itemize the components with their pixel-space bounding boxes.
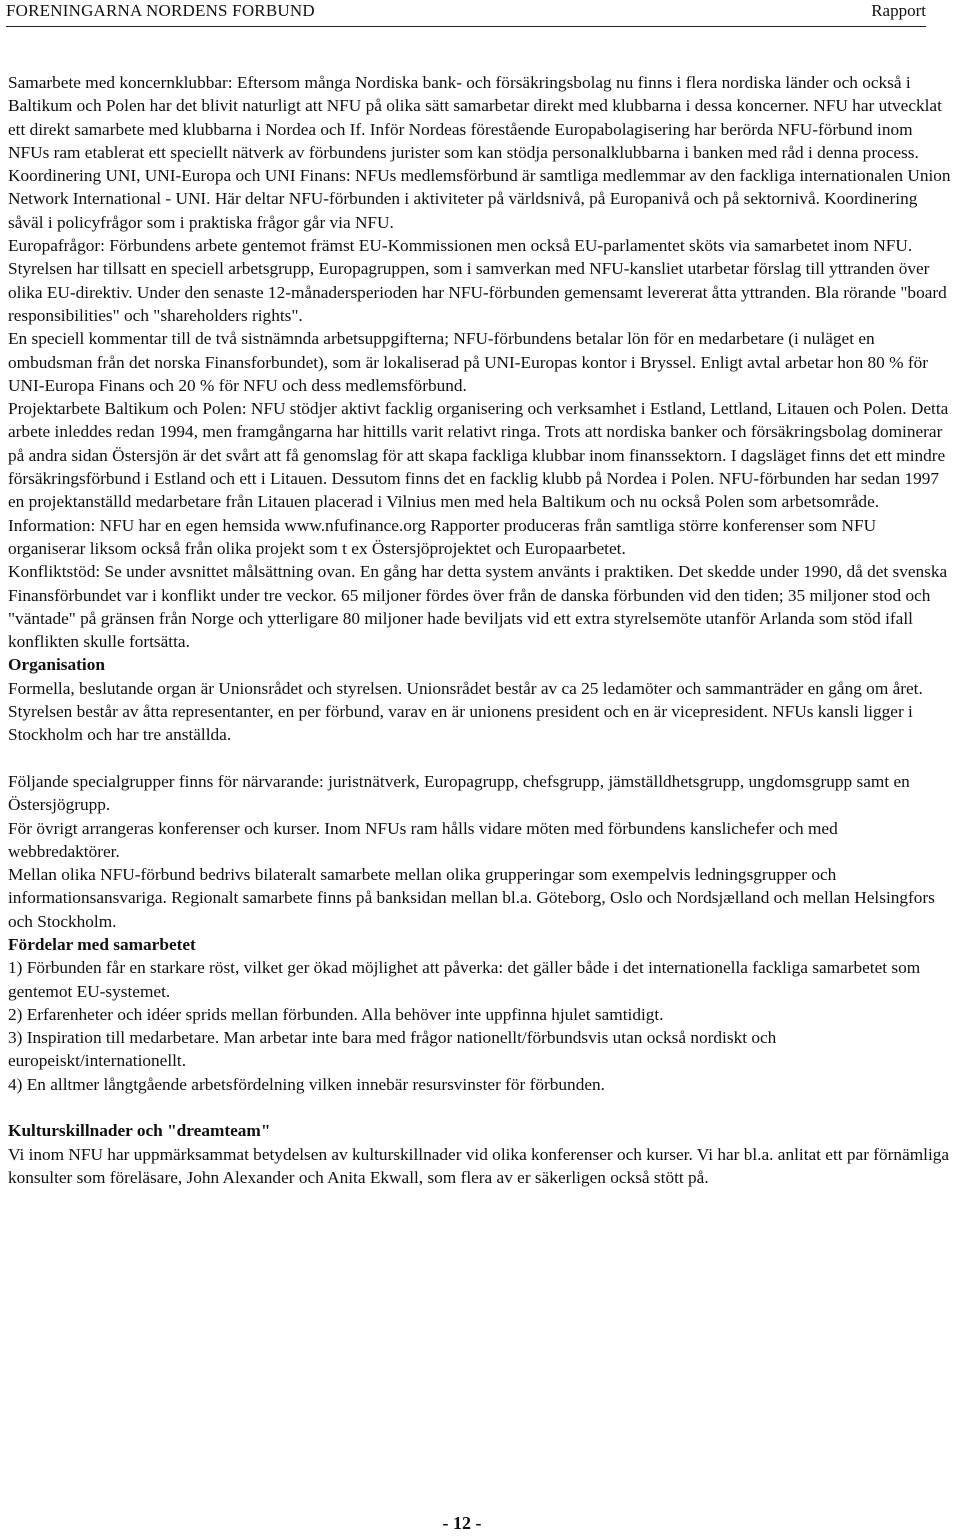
paragraph-organisation: Formella, beslutande organ är Unionsrådet och styrelsen. Unionsrådet består av ca 25 ledamöter och sammanträder en gång om året. Styrelsen består av åtta representanter, en per förbund, varav en är unionens president och en är vicepresident. NFUs kansli ligger i Stockholm och har tre anställda.: [8, 678, 923, 745]
section-heading-organisation: Organisation: [8, 655, 105, 675]
page-number: - 12 -: [442, 1513, 482, 1533]
paragraph-europafragor: Europafrågor: Förbundens arbete gentemot främst EU-Kommissionen men också EU-parlamentet sköts via samarbetet inom NFU. Styrelsen har tillsatt en speciell arbetsgrupp, Europagruppen, som i samverkan med NFU-kansliet utarbetar förslag till yttranden över olika EU-direktiv. Under den senaste 12-månadersperioden har NFU-förbunden gemensamt levererat åtta yttranden. Bla rörande "board responsibilities" och "shareholders rights".: [8, 236, 947, 325]
paragraph-konfliktstod: Konfliktstöd: Se under avsnittet målsättning ovan. En gång har detta system använts i praktiken. Det skedde under 1990, då det svenska Finansförbundet var i konflikt under tre veckor. 65 miljoner fördes över från de danska förbunden vid den tiden; 35 miljoner stod och "väntade" på gränsen från Norge och ytterligare 80 miljoner hade beviljats vid ett extra styrelsemöte utanför Arlanda som stöd ifall konflikten skulle fortsätta.: [8, 562, 948, 652]
section-heading-fordelar: Fördelar med samarbetet: [8, 934, 196, 954]
paragraph-koncernklubbar: Samarbete med koncernklubbar: Eftersom många Nordiska bank- och försäkringsbolag nu finns i flera nordiska länder och också i Baltikum och Polen har det blivit naturligt att NFU på olika sätt samarbetar direkt med klubbarna i dessa koncerner. NFU har utvecklat ett direkt samarbete med klubbarna i Nordea och If. Inför Nordeas förestående Europabolagisering har berörda NFU-förbund inom NFUs ram etablerat ett speciellt nätverk av förbundens jurister som kan stödja personalklubbarna i banken med råd i denna process.: [8, 73, 942, 162]
paragraph-koordinering-uni: Koordinering UNI, UNI-Europa och UNI Finans: NFUs medlemsförbund är samtliga medlemmar av den fackliga internationalen Union Network International - UNI. Här deltar NFU-förbunden i aktiviteter på världsnivå, på Europanivå och på sektornivå. Koordinering såväl i policyfrågor som i praktiska frågor går via NFU.: [8, 166, 951, 232]
section-organisation: [8, 653, 952, 746]
paragraph-kulturskillnader: Vi inom NFU har uppmärksammat betydelsen av kulturskillnader vid olika konferenser och kurser. Vi har bl.a. anlitat ett par förnämliga konsulter som föreläsare, John Alexander och Anita Ekwall, som flera av er säkerligen också stött på.: [8, 1144, 950, 1187]
list-item: 2) Erfarenheter och idéer sprids mellan förbunden. Alla behöver inte uppfinna hjulet samtidigt.: [8, 1004, 664, 1024]
paragraph-speciell-kommentar: En speciell kommentar till de två sistnämnda arbetsuppgifterna; NFU-förbundens betalar lön för en medarbetare (i nuläget en ombudsman från det norska Finansforbundet), som är lokaliserad på UNI-Europas kontor i Bryssel. Enligt avtal arbetar hon 80 % för UNI-Europa Finans och 20 % för NFU och dess medlemsförbund.: [8, 329, 928, 395]
section-kulturskillnader: [8, 1119, 952, 1189]
paragraph-bilateralt-samarbete: Mellan olika NFU-förbund bedrivs bilateralt samarbete mellan olika grupperingar som exempelvis ledningsgrupper och informationsansvariga. Regionalt samarbete finns på banksidan mellan bl.a. Göteborg, Oslo och Nordsjælland och mellan Helsingfors och Stockholm.: [8, 865, 935, 931]
paragraph-specialgrupper: Följande specialgrupper finns för närvarande: juristnätverk, Europagrupp, chefsgrupp, jämställdhetsgrupp, ungdomsgrupp samt en Östersjögrupp.: [8, 771, 910, 815]
header-document-type: Rapport: [871, 1, 926, 20]
paragraph-information: Information: NFU har en egen hemsida www.nfufinance.org Rapporter produceras från samtliga större konferenser som NFU organiserar liksom också från olika projekt som t ex Östersjöprojektet och Europaarbetet.: [8, 515, 877, 558]
list-item: 1) Förbunden får en starkare röst, vilket ger ökad möjlighet att påverka: det gäller både i det internationella fackliga samarbetet som gentemot EU-systemet.: [8, 958, 921, 1001]
page-header: [6, 0, 926, 27]
section-heading-kulturskillnader: Kulturskillnader och "dreamteam": [8, 1121, 271, 1141]
list-item: 4) En alltmer långtgående arbetsfördelning vilken innebär resursvinster för förbunden.: [8, 1074, 605, 1094]
paragraph-projektarbete: Projektarbete Baltikum och Polen: NFU stödjer aktivt facklig organisering och verksamhet i Estland, Lettland, Litauen och Polen. Detta arbete inleddes redan 1994, men framgångarna har hittills varit relativt ringa. Trots att nordiska banker och försäkringsbolag dominerar på andra sidan Östersjön är det svårt att få genomslag för att skapa fackliga klubbar inom finanssektorn. I dagsläget finns det ett mindre försäkringsförbund i Estland och ett i Litauen. Dessutom finns det en facklig klubb på Nordea i Polen. NFU-förbunden har sedan 1997 en projektanställd medarbetare från Litauen placerad i Vilnius men med hela Baltikum och nu också Polen som arbetsområde.: [8, 399, 949, 512]
section-fordelar: [8, 933, 952, 1096]
paragraph-konferenser: För övrigt arrangeras konferenser och kurser. Inom NFUs ram hålls vidare möten med förbundens kanslichefer och med webbredaktörer.: [8, 818, 838, 861]
document-body: [8, 71, 952, 1213]
header-organization-name: FORENINGARNA NORDENS FORBUND: [6, 1, 315, 20]
list-item: 3) Inspiration till medarbetare. Man arbetar inte bara med frågor nationellt/förbundsvis utan också nordiskt och europeiskt/internationellt.: [8, 1028, 777, 1071]
